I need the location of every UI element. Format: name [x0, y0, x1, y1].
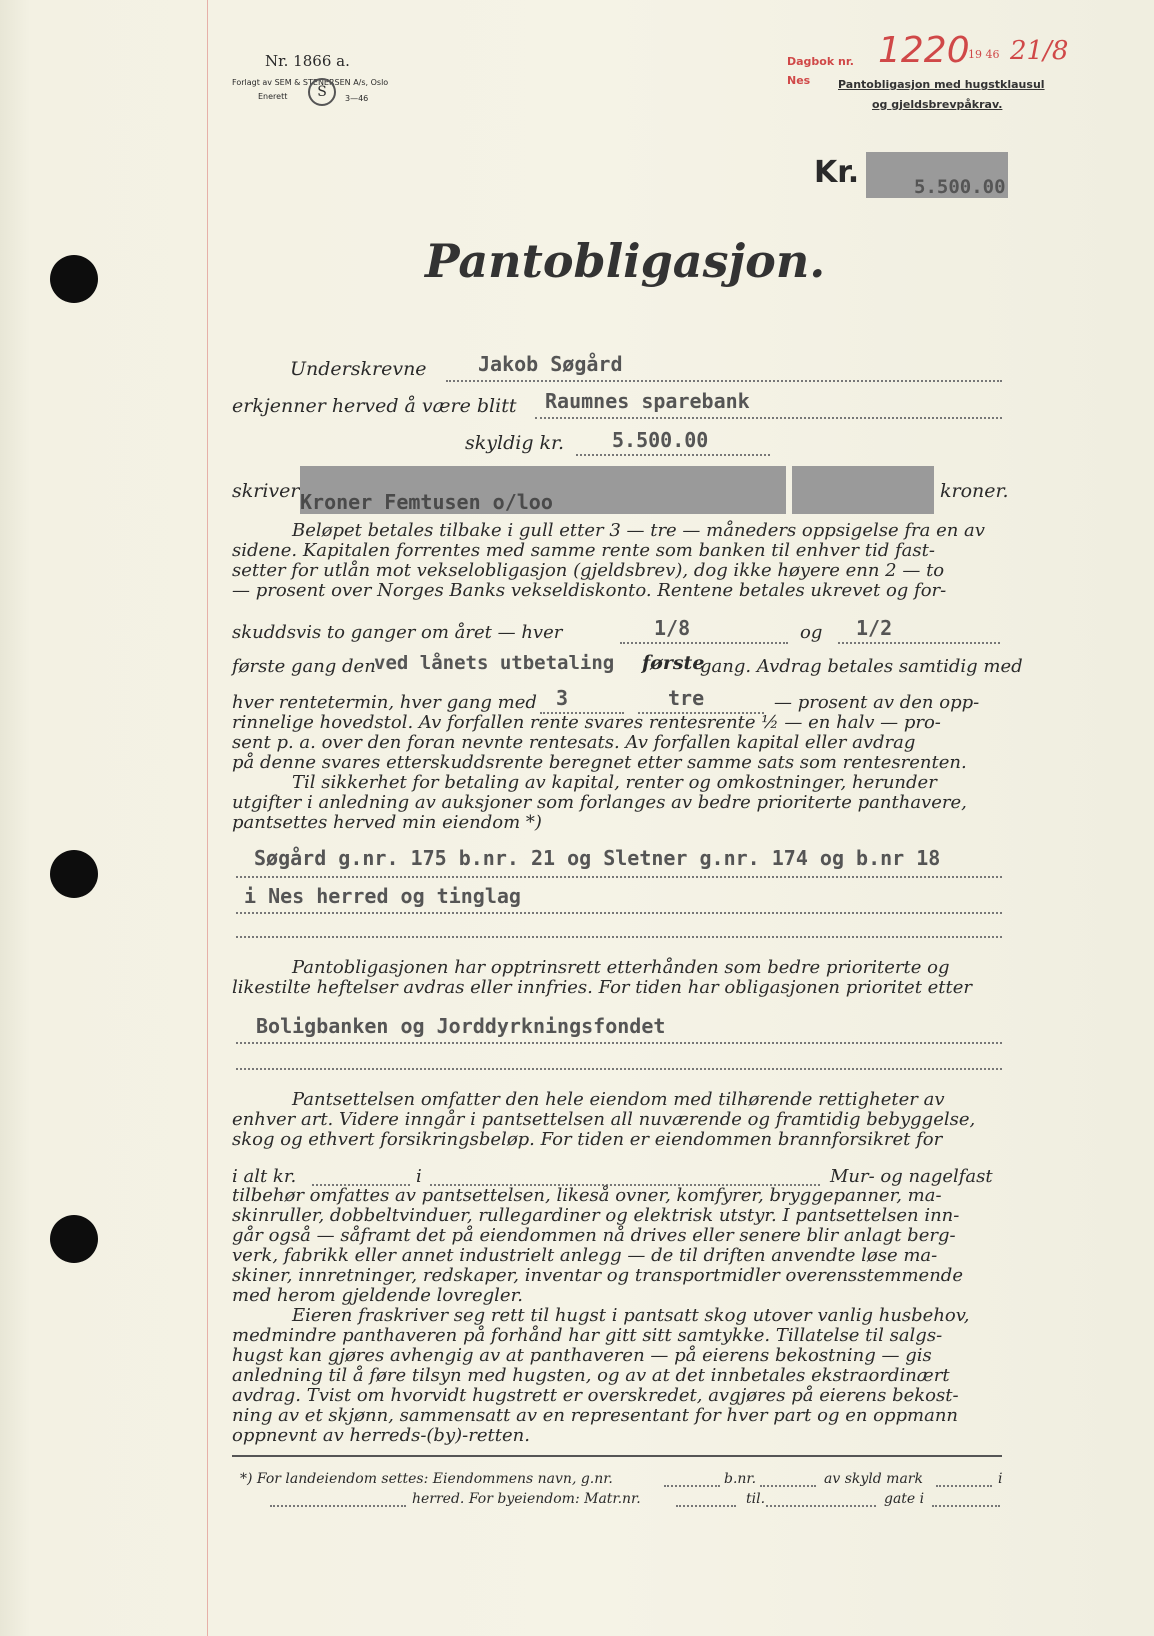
amount-box — [866, 152, 1008, 198]
text-line: Til sikkerhet for betaling av kapital, renter og omkostninger, herunder — [292, 772, 937, 793]
text-line: Eieren fraskriver seg rett til hugst i pantsatt skog utover vanlig husbehov, — [292, 1305, 970, 1326]
margin-rule — [207, 0, 208, 1636]
writes-label: skriver — [232, 480, 300, 502]
punch-hole-middle — [50, 850, 98, 898]
footnote-line1-d: i — [998, 1471, 1003, 1487]
text-line: Pantsettelsen omfatter den hele eiendom med tilhørende rettigheter av — [292, 1089, 945, 1110]
property-line-3 — [236, 926, 1002, 938]
text-line: medmindre panthaveren på forhånd har gitt sitt samtykke. Tillatelse til salgs- — [232, 1325, 943, 1346]
property-line-1 — [236, 846, 1002, 878]
first-time-suffix: første — [642, 652, 705, 674]
footnote-line1-c: av skyld mark — [824, 1471, 923, 1487]
publisher-enerett: Enerett — [258, 92, 288, 101]
punch-hole-top — [50, 255, 98, 303]
undersigned-value: Jakob Søgård — [478, 352, 623, 376]
owes-line — [576, 428, 770, 456]
date1-value: 1/8 — [654, 616, 691, 640]
stamp-nes: Nes — [787, 74, 811, 87]
form-type-line2: og gjeldsbrevpåkrav. — [872, 98, 1003, 111]
text-line: oppnevnt av herreds-(by)-retten. — [232, 1425, 530, 1446]
scope-paragraph — [232, 1090, 1010, 1150]
publisher-line: Forlagt av SEM & STENERSEN A/s, Oslo — [232, 78, 389, 87]
text-line: på denne svares etterskuddsrente beregnet etter samme sats som rentesrenten. — [232, 752, 967, 773]
footnote-divider — [232, 1455, 1002, 1457]
pct-suffix: — prosent av den opp- — [774, 692, 980, 713]
date1-line — [620, 616, 788, 644]
advance-label: skuddsvis to ganger om året — hver — [232, 622, 563, 643]
stamp-year: 19 46 — [968, 48, 1000, 61]
owes-value: 5.500.00 — [612, 428, 709, 452]
text-line: går også — såframt det på eiendommen nå drives eller senere blir anlagt berg- — [232, 1225, 956, 1246]
text-line: sidene. Kapitalen forrentes med samme rente som banken til enhver tid fast- — [232, 540, 935, 561]
owes-label: skyldig kr. — [465, 432, 565, 454]
undersigned-label: Underskrevne — [290, 358, 427, 380]
insurance-in-label: i — [416, 1166, 422, 1187]
priority-line-1 — [236, 1014, 1002, 1044]
footnote-mark-line — [936, 1473, 992, 1487]
footnote-herred-line — [270, 1493, 406, 1507]
footnote-line1-a: *) For landeiendom settes: Eiendommens navn, g.nr. — [240, 1471, 613, 1487]
text-line: verk, fabrikk eller annet industrielt anlegg — de til driften anvendte løse ma- — [232, 1245, 938, 1266]
footnote-line2-c: gate i — [884, 1491, 925, 1507]
form-number: Nr. 1866 a. — [265, 52, 350, 70]
text-line: Pantobligasjonen har opptrinsrett etterhånden som bedre prioriterte og — [292, 957, 950, 978]
footnote-til-line — [766, 1493, 876, 1507]
text-line: ning av et skjønn, sammensatt av en representant for hver part og en oppmann — [232, 1405, 959, 1426]
stamp-date: 21/8 — [1010, 36, 1069, 66]
text-line: pantsettes herved min eiendom *) — [232, 812, 542, 833]
text-line: sent p. a. over den foran nevnte rentesats. Av forfallen kapital eller avdrag — [232, 732, 916, 753]
and-label: og — [800, 622, 823, 643]
fixtures-paragraph — [232, 1186, 1010, 1446]
date2-value: 1/2 — [856, 616, 893, 640]
footnote-bnr-line — [760, 1473, 816, 1487]
text-line: utgifter i anledning av auksjoner som forlanges av bedre prioriterte panthavere, — [232, 792, 967, 813]
footnote-line2-a: herred. For byeiendom: Matr.nr. — [412, 1491, 641, 1507]
priority-paragraph — [232, 958, 1010, 998]
text-line: rinnelige hovedstol. Av forfallen rente svares rentesrente ½ — en halv — pro- — [232, 712, 941, 733]
writes-box-left — [300, 466, 786, 514]
pct-word-value: tre — [668, 686, 705, 710]
creditor-line — [535, 389, 1002, 419]
text-line: skiner, innretninger, redskaper, inventar og transportmidler overensstemmende — [232, 1265, 963, 1286]
footnote-gate-line — [932, 1493, 1000, 1507]
insurance-amount-line — [312, 1168, 410, 1186]
property-value-1: Søgård g.nr. 175 b.nr. 21 og Sletner g.nr. 174 og b.nr 18 — [254, 846, 941, 870]
stamp-number: 1220 — [878, 30, 970, 71]
publisher-logo-icon: S — [308, 78, 336, 106]
amount-label: Kr. — [814, 155, 860, 190]
date2-line — [838, 616, 1000, 644]
text-line: tilbehør omfattes av pantsettelsen, likeså ovner, komfyrer, bryggepanner, ma- — [232, 1185, 942, 1206]
text-line: likestilte heftelser avdras eller innfries. For tiden har obligasjonen prioritet etter — [232, 977, 973, 998]
text-line: avdrag. Tvist om hvorvidt hugstrett er overskredet, avgjøres på eierens bekost- — [232, 1385, 959, 1406]
writes-value: Kroner Femtusen o/loo — [300, 490, 553, 514]
text-line: skinruller, dobbeltvinduer, rullegardiner og elektrisk utstyr. I pantsettelsen inn- — [232, 1205, 960, 1226]
first-time-value: ved lånets utbetaling — [374, 652, 615, 674]
document-title: Pantobligasjon. — [425, 234, 826, 288]
pct-num-line — [540, 686, 624, 714]
first-time-label: første gang den — [232, 656, 376, 677]
stamp-dagbok: Dagbok nr. — [787, 55, 854, 68]
text-line: setter for utlån mot vekselobligasjon (gjeldsbrev), dog ikke høyere enn 2 — to — [232, 560, 945, 581]
amount-value: 5.500.00 — [914, 176, 1006, 198]
repayment-paragraph — [232, 521, 1010, 601]
footnote-matr-line — [676, 1493, 736, 1507]
pct-word-line — [638, 686, 764, 714]
insurance-suffix: Mur- og nagelfast — [830, 1166, 993, 1187]
punch-hole-bottom — [50, 1215, 98, 1263]
text-line: enhver art. Videre inngår i pantsettelsen all nuværende og framtidig bebyggelse, — [232, 1109, 976, 1130]
priority-value: Boligbanken og Jorddyrkningsfondet — [256, 1014, 666, 1038]
installment-suffix: gang. Avdrag betales samtidig med — [700, 656, 1023, 677]
undersigned-line — [446, 352, 1002, 382]
text-line: — prosent over Norges Banks vekseldiskonto. Rentene betales ukrevet og for- — [232, 580, 947, 601]
footnote-line2-b: til. — [746, 1491, 766, 1507]
insurance-total-label: i alt kr. — [232, 1166, 297, 1187]
text-line: anledning til å føre tilsyn med hugsten, og av at det innbetales ekstraordinært — [232, 1365, 950, 1386]
text-line: med herom gjeldende lovregler. — [232, 1285, 523, 1306]
each-label: hver rentetermin, hver gang med — [232, 692, 537, 713]
acknowledges-label: erkjenner herved å være blitt — [232, 395, 517, 417]
priority-line-2 — [236, 1058, 1002, 1070]
interest-paragraph — [232, 713, 1010, 833]
pct-num-value: 3 — [556, 686, 569, 710]
text-line: skog og ethvert forsikringsbeløp. For tiden er eiendommen brannforsikret for — [232, 1129, 943, 1150]
property-line-2 — [236, 884, 1002, 914]
property-value-2: i Nes herred og tinglag — [244, 884, 521, 908]
publisher-date: 3—46 — [345, 94, 369, 103]
footnote-gnr-line — [664, 1473, 720, 1487]
writes-box-right — [792, 466, 934, 514]
kroner-label: kroner. — [940, 480, 1009, 502]
footnote-line1-b: b.nr. — [724, 1471, 757, 1487]
form-type-line1: Pantobligasjon med hugstklausul — [838, 78, 1045, 91]
text-line: hugst kan gjøres avhengig av at panthaveren — på eierens bekostning — gis — [232, 1345, 932, 1366]
text-line: Beløpet betales tilbake i gull etter 3 — tre — måneders oppsigelse fra en av — [292, 520, 985, 541]
creditor-value: Raumnes sparebank — [545, 389, 750, 413]
insurance-company-line — [430, 1168, 820, 1186]
